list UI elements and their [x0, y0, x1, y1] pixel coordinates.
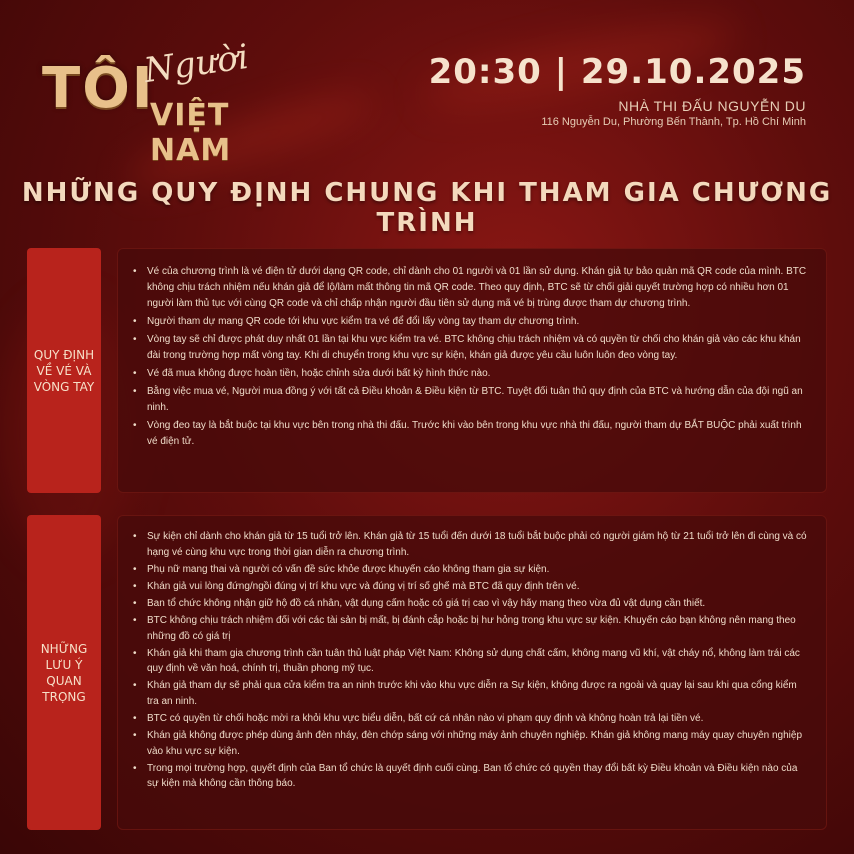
important-notes-section	[27, 515, 827, 830]
notes-list	[117, 515, 827, 792]
list-item: • Bằng việc mua vé, Người mua đồng ý với tất cả Điều khoản & Điều kiện từ BTC. Tuyệt đối tuân thủ quy định của BTC và hướng dẫn của đội ngũ an ninh.	[147, 384, 809, 416]
list-item: • Khán giả không được phép dùng ảnh đèn nháy, đèn chớp sáng với những máy ảnh chuyên nghiệp. Khán giả không mang máy quay chuyên nghiệp vào khu vực sự kiện.	[147, 728, 809, 759]
list-item: • Ban tổ chức không nhận giữ hộ đồ cá nhân, vật dụng cấm hoặc có giá trị cao vì vậy hãy mang theo vừa đủ vật dụng cần thiết.	[147, 596, 809, 612]
list-item: • Người tham dự mang QR code tới khu vực kiểm tra vé để đổi lấy vòng tay tham dự chương trình.	[147, 314, 809, 330]
logo-toi-text: TÔI	[42, 56, 155, 121]
list-item: • BTC không chịu trách nhiệm đối với các tài sản bị mất, bị đánh cắp hoặc bị hư hỏng trong khu vực sự kiện. Khuyến cáo bạn không nên mang theo những đồ có giá trị	[147, 613, 809, 644]
event-datetime: 20:30 | 29.10.2025	[428, 52, 806, 92]
list-item: • Khán giả khi tham gia chương trình cần tuân thủ luật pháp Việt Nam: Không sử dụng chất cấm, không mang vũ khí, vật cháy nổ, không làm trái các quy định về văn hoá, chính trị, thuần phong mỹ tục.	[147, 646, 809, 677]
logo-nguoi-script: Người	[141, 36, 252, 92]
section-label	[27, 515, 101, 830]
list-item: • Khán giả tham dự sẽ phải qua cửa kiểm tra an ninh trước khi vào khu vực diễn ra Sự kiện, không được ra ngoài và quay lại sau khi qua cổng kiểm tra an ninh.	[147, 678, 809, 709]
section-label-text: QUY ĐỊNH VỀ VÉ VÀ VÒNG TAY	[33, 347, 95, 394]
event-logo	[42, 36, 302, 168]
list-item: • Vòng tay sẽ chỉ được phát duy nhất 01 lần tại khu vực kiểm tra vé. BTC không chịu trách nhiệm và có quyền từ chối cho khán giả vào các khu khán đài trong trường hợp mất vòng tay. Khi di chuyển trong khu vực sự kiện, khán giả được yêu cầu luôn luôn đeo vòng tay.	[147, 332, 809, 364]
event-info	[429, 52, 806, 128]
event-address: 116 Nguyễn Du, Phường Bến Thành, Tp. Hồ Chí Minh	[541, 116, 806, 128]
section-body	[117, 248, 827, 493]
list-item: • Trong mọi trường hợp, quyết định của Ban tổ chức là quyết định cuối cùng. Ban tổ chức có quyền thay đổi bất kỳ Điều khoản và Điều kiện nào của sự kiện mà không cần thông báo.	[147, 761, 809, 792]
list-item: • Vé của chương trình là vé điện tử dưới dạng QR code, chỉ dành cho 01 người và 01 lần sử dụng. Khán giả tự bảo quản mã QR code của mình. BTC không chịu trách nhiệm nếu khán giả để lộ/làm mất thông tin mã QR code. Theo quy định, BTC sẽ từ chối giải quyết trường hợp có nhiều hơn 01 người làm thủ tục với cùng QR code và chỉ chấp nhận người đầu tiên sử dụng mã vé bị trùng được tham dự chương trình.	[147, 264, 809, 312]
list-item: • Vé đã mua không được hoàn tiền, hoặc chỉnh sửa dưới bất kỳ hình thức nào.	[147, 366, 809, 382]
page-title: NHỮNG QUY ĐỊNH CHUNG KHI THAM GIA CHƯƠNG TRÌNH	[21, 178, 833, 238]
logo-vietnam-text: VIỆT NAM	[150, 98, 232, 168]
list-item: • BTC có quyền từ chối hoặc mời ra khỏi khu vực biểu diễn, bất cứ cá nhân nào vi phạm quy định và không hoàn trả lại tiền vé.	[147, 711, 809, 727]
section-label-text: NHỮNG LƯU Ý QUAN TRỌNG	[40, 641, 88, 704]
ticket-wristband-rules-section	[27, 248, 827, 493]
section-label	[27, 248, 101, 493]
section-body	[117, 515, 827, 830]
list-item: • Phụ nữ mang thai và người có vấn đề sức khỏe được khuyến cáo không tham gia sự kiện.	[147, 562, 809, 578]
list-item: • Vòng đeo tay là bắt buộc tại khu vực bên trong nhà thi đấu. Trước khi vào bên trong khu vực nhà thi đấu, người tham dự BẮT BUỘC phải xuất trình vé điện tử.	[147, 418, 809, 450]
event-venue: NHÀ THI ĐẤU NGUYỄN DU	[618, 98, 806, 114]
rules-list	[117, 248, 827, 450]
list-item: • Khán giả vui lòng đứng/ngồi đúng vị trí khu vực và đúng vị trí số ghế mà BTC đã quy định trên vé.	[147, 579, 809, 595]
list-item: • Sự kiện chỉ dành cho khán giả từ 15 tuổi trở lên. Khán giả từ 15 tuổi đến dưới 18 tuổi bắt buộc phải có người giám hộ từ 21 tuổi trở lên đi cùng và có hạng vé cùng khu vực trong thời gian diễn ra chương trình.	[147, 529, 809, 560]
